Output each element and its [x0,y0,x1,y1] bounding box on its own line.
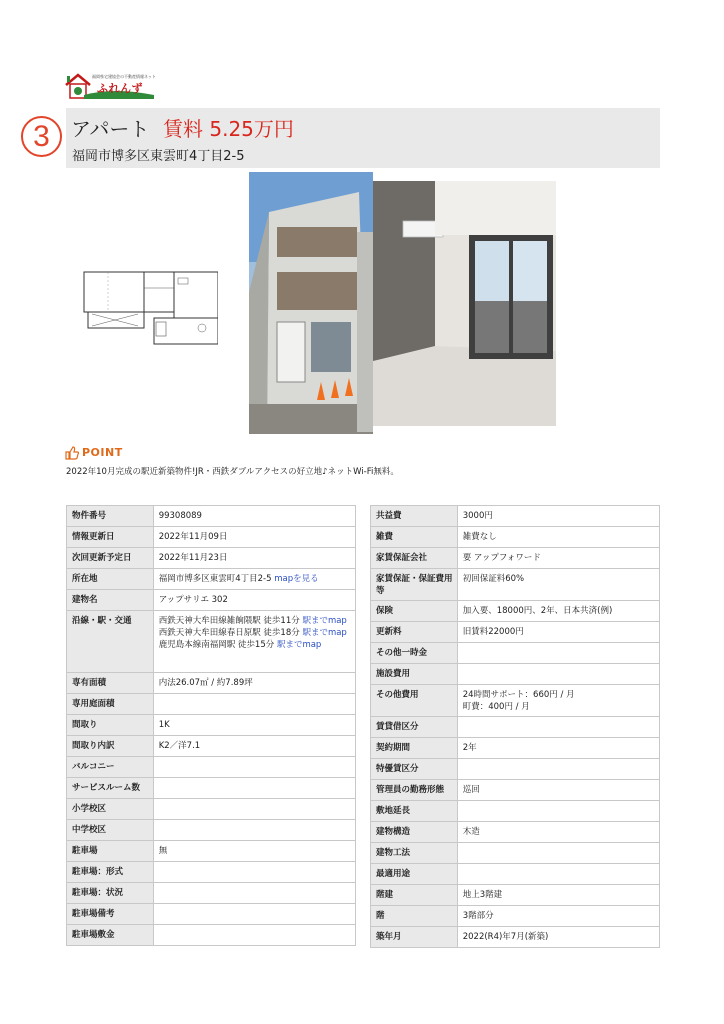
table-row [67,925,356,946]
row-value [153,904,355,925]
row-value: 旧賃料22000円 [457,622,659,643]
address-text: 福岡市博多区東雲町4丁目2-5 [158,574,272,584]
row-value: アップサリエ 302 [153,590,355,611]
rent-price: 賃料 5.25万円 [163,117,294,141]
table-row [371,801,660,822]
table-row [67,820,356,841]
table-row [371,759,660,780]
logo-wordmark: ふれんず [97,82,143,95]
point-label: POINT [82,446,123,459]
row-value: 2022(R4)年7月(新築) [457,927,659,948]
row-value [153,862,355,883]
table-row [371,822,660,843]
table-row [67,548,356,569]
table-row [371,569,660,601]
table-row [67,904,356,925]
listing-number: 3 [21,116,62,157]
table-row [371,622,660,643]
row-label: サービスルーム数 [67,778,154,799]
row-label: 専用庭面積 [67,694,154,715]
row-value: 巡回 [457,780,659,801]
station-map-link[interactable]: 駅までmap [302,616,347,626]
station-access-text: 西鉄天神大牟田線春日原駅 徒歩18分 [158,628,300,638]
row-value: 2022年11月09日 [153,527,355,548]
interior-room-photo [373,181,556,426]
row-label: 最適用途 [371,864,458,885]
row-label: 特優賃区分 [371,759,458,780]
row-label: 雑費 [371,527,458,548]
row-label: 建物工法 [371,843,458,864]
row-value: K2／洋7.1 [153,736,355,757]
property-details-table [66,505,356,946]
row-value: 内法26.07㎡ / 約7.89坪 [153,673,355,694]
row-label: 施設費用 [371,664,458,685]
row-value: 木造 [457,822,659,843]
contract-details-table [370,505,660,948]
table-row [67,841,356,862]
row-label: 駐車場敷金 [67,925,154,946]
view-map-link[interactable]: mapを見る [274,574,319,584]
table-row [371,548,660,569]
row-label: 駐車場備考 [67,904,154,925]
table-row [371,885,660,906]
row-label: その他一時金 [371,643,458,664]
row-label: 情報更新日 [67,527,154,548]
row-label: 駐車場：状況 [67,883,154,904]
property-address: 福岡市博多区東雲町4丁目2-5 [72,149,245,164]
row-value [153,611,355,673]
table-row [67,715,356,736]
row-label: その他費用 [371,685,458,717]
row-label: 契約期間 [371,738,458,759]
table-row [67,590,356,611]
row-label: 階 [371,906,458,927]
table-row [67,883,356,904]
row-label: 保険 [371,601,458,622]
row-value [153,925,355,946]
table-row [371,685,660,717]
row-value [457,759,659,780]
table-row [67,611,356,673]
table-row [67,757,356,778]
row-label: 家賃保証・保証費用等 [371,569,458,601]
row-value [457,864,659,885]
row-value: 要 アップフォワード [457,548,659,569]
row-label: 中学校区 [67,820,154,841]
row-label: 建物名 [67,590,154,611]
table-row [371,527,660,548]
row-label: 建物構造 [371,822,458,843]
row-value [457,717,659,738]
table-row [371,906,660,927]
row-value [153,569,355,590]
row-value: 3階部分 [457,906,659,927]
row-value: 雑費なし [457,527,659,548]
table-row [371,601,660,622]
row-value: 2年 [457,738,659,759]
floor-plan-image [78,268,218,348]
table-row [371,664,660,685]
property-type: アパート [71,117,150,141]
table-row [371,738,660,759]
row-label: 家賃保証会社 [371,548,458,569]
station-access-text: 西鉄天神大牟田線雑餉隈駅 徒歩11分 [158,616,300,626]
pointing-hand-icon [65,446,79,460]
row-label: 階建 [371,885,458,906]
row-value: 99308089 [153,506,355,527]
table-row [371,780,660,801]
table-row [67,506,356,527]
row-value: 無 [153,841,355,862]
logo-tagline: 福岡県宅建協会の不動産情報ネット [92,74,156,79]
table-row [67,527,356,548]
table-row [67,673,356,694]
table-row [67,736,356,757]
row-value: 地上3階建 [457,885,659,906]
station-map-link[interactable]: 駅までmap [302,628,347,638]
row-value [153,694,355,715]
table-row [67,694,356,715]
row-value: 初回保証料60% [457,569,659,601]
row-label: 共益費 [371,506,458,527]
row-value [153,820,355,841]
row-label: 賃貸借区分 [371,717,458,738]
station-map-link[interactable]: 駅までmap [276,640,322,650]
row-label: 駐車場：形式 [67,862,154,883]
station-access-text: 鹿児島本線南福岡駅 徒歩15分 [158,640,275,650]
table-row [67,799,356,820]
row-label: 小学校区 [67,799,154,820]
row-label: 築年月 [371,927,458,948]
row-label: 専有面積 [67,673,154,694]
row-label: 間取り内訳 [67,736,154,757]
row-value [457,664,659,685]
table-row [67,778,356,799]
row-value [457,643,659,664]
table-row [371,927,660,948]
table-row [371,717,660,738]
table-row [67,862,356,883]
building-exterior-photo [249,172,373,434]
row-label: 物件番号 [67,506,154,527]
row-label: 更新料 [371,622,458,643]
row-label: バルコニー [67,757,154,778]
row-value [153,778,355,799]
row-label: 次回更新予定日 [67,548,154,569]
row-label: 管理員の勤務形態 [371,780,458,801]
row-label: 敷地延長 [371,801,458,822]
point-description: 2022年10月完成の駅近新築物件!JR・西鉄ダブルアクセスの好立地♪ネットWi-Fi無料。 [66,467,399,477]
table-row [371,643,660,664]
table-row [371,864,660,885]
row-value [457,843,659,864]
row-value: 3000円 [457,506,659,527]
table-row [371,506,660,527]
row-value [153,799,355,820]
row-value: 1K [153,715,355,736]
row-label: 所在地 [67,569,154,590]
row-label: 駐車場 [67,841,154,862]
row-value: 加入要、18000円、2年、日本共済(例) [457,601,659,622]
row-value [153,883,355,904]
row-value: 24時間サポート：660円 / 月 町費：400円 / 月 [457,685,659,717]
row-value [457,801,659,822]
table-row [67,569,356,590]
row-label: 沿線・駅・交通 [67,611,154,673]
row-label: 間取り [67,715,154,736]
row-value: 2022年11月23日 [153,548,355,569]
table-row [371,843,660,864]
row-value [153,757,355,778]
